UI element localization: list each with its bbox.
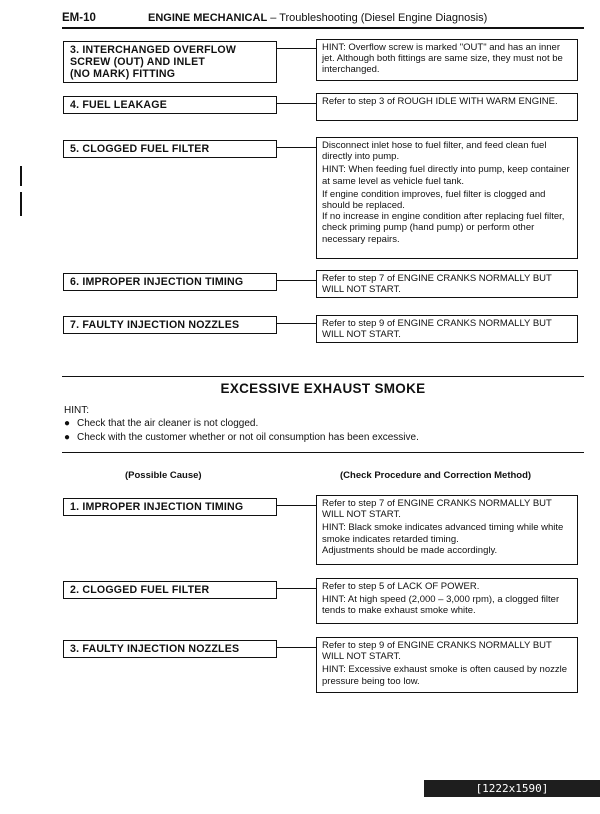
column-header-procedure: (Check Procedure and Correction Method) [340, 470, 532, 481]
margin-change-mark [20, 192, 22, 216]
connector-line [277, 588, 316, 589]
procedure-box-improper-injection-timing [316, 495, 578, 565]
cause-box-improper-injection-timing: 6. IMPROPER INJECTION TIMING [63, 273, 277, 291]
connector-line [277, 103, 316, 104]
procedure-box-clogged-fuel-filter [316, 137, 578, 259]
procedure-hint: HINT: At high speed (2,000 – 3,000 rpm), a clogged filter tends to make exhaust smoke white. [322, 594, 560, 617]
section-title: EXCESSIVE EXHAUST SMOKE [220, 381, 426, 396]
procedure-box-fuel-leakage [316, 93, 578, 121]
cause-box-interchanged-overflow-screw: 3. INTERCHANGED OVERFLOW SCREW (OUT) AND INLET (NO MARK) FITTING [63, 41, 277, 83]
section-rule-bottom [62, 452, 584, 453]
bullet-icon: ● [64, 432, 71, 443]
procedure-text: Refer to step 5 of LACK OF POWER. [322, 581, 480, 592]
cause-box-fuel-leakage: 4. FUEL LEAKAGE [63, 96, 277, 114]
hint-list [64, 418, 419, 445]
header-subtitle: – Troubleshooting (Diesel Engine Diagnosis) [267, 12, 488, 24]
cause-box-faulty-injection-nozzles: 7. FAULTY INJECTION NOZZLES [63, 316, 277, 334]
connector-line [277, 147, 316, 148]
cause-box-clogged-fuel-filter: 2. CLOGGED FUEL FILTER [63, 581, 277, 599]
procedure-hint: HINT: Black smoke indicates advanced timing while white smoke indicates retarded timing. Adjustments should be made accordingly. [322, 522, 564, 556]
procedure-text: Refer to step 9 of ENGINE CRANKS NORMALLY BUT WILL NOT START. [322, 318, 552, 341]
cause-box-faulty-injection-nozzles: 3. FAULTY INJECTION NOZZLES [63, 640, 277, 658]
procedure-text: Refer to step 3 of ROUGH IDLE WITH WARM ENGINE. [322, 96, 558, 107]
cause-box-improper-injection-timing: 1. IMPROPER INJECTION TIMING [63, 498, 277, 516]
connector-line [277, 48, 316, 49]
procedure-box-improper-injection-timing [316, 270, 578, 298]
procedure-box-clogged-fuel-filter [316, 578, 578, 624]
procedure-box-interchanged-overflow-screw [316, 39, 578, 81]
page-header-title [148, 12, 487, 24]
procedure-box-faulty-injection-nozzles [316, 637, 578, 693]
section-rule-top [62, 376, 584, 377]
column-header-cause: (Possible Cause) [125, 470, 202, 481]
procedure-text: Refer to step 7 of ENGINE CRANKS NORMALLY BUT WILL NOT START. [322, 498, 552, 521]
procedure-text: If engine condition improves, fuel filter is clogged and should be replaced. If no increase in engine condition after replacing fuel filter, check priming pump (hand pump) or perform other necessary repairs. [322, 188, 565, 245]
connector-line [277, 280, 316, 281]
procedure-hint: HINT: When feeding fuel directly into pump, keep container at same level as vehicle fuel tank. [322, 164, 570, 187]
hint-item [64, 418, 419, 431]
hint-text: Check with the customer whether or not oil consumption has been excessive. [77, 432, 419, 443]
connector-line [277, 505, 316, 506]
header-section-name: ENGINE MECHANICAL [148, 12, 268, 24]
connector-line [277, 647, 316, 648]
procedure-text: Refer to step 9 of ENGINE CRANKS NORMALLY BUT WILL NOT START. [322, 640, 552, 663]
procedure-text: HINT: Overflow screw is marked "OUT" and has an inner jet. Although both fittings are same size, they must not be interchanged. [322, 42, 563, 76]
procedure-box-faulty-injection-nozzles [316, 315, 578, 343]
bullet-icon: ● [64, 417, 71, 429]
hint-block [64, 405, 419, 447]
procedure-hint: HINT: Excessive exhaust smoke is often caused by nozzle pressure being too low. [322, 664, 568, 687]
hint-text: Check that the air cleaner is not clogged. [77, 417, 259, 429]
connector-line [277, 323, 316, 324]
procedure-text: Refer to step 7 of ENGINE CRANKS NORMALLY BUT WILL NOT START. [322, 273, 552, 296]
header-rule [62, 27, 584, 29]
cause-box-clogged-fuel-filter: 5. CLOGGED FUEL FILTER [63, 140, 277, 158]
margin-change-mark [20, 166, 22, 186]
procedure-text: Disconnect inlet hose to fuel filter, and feed clean fuel directly into pump. [322, 140, 547, 163]
hint-label: HINT: [64, 405, 89, 416]
source-watermark-badge: [1222x1590] https://upic.me/ [424, 780, 600, 797]
page-code: EM-10 [62, 12, 96, 24]
hint-item [64, 432, 419, 445]
